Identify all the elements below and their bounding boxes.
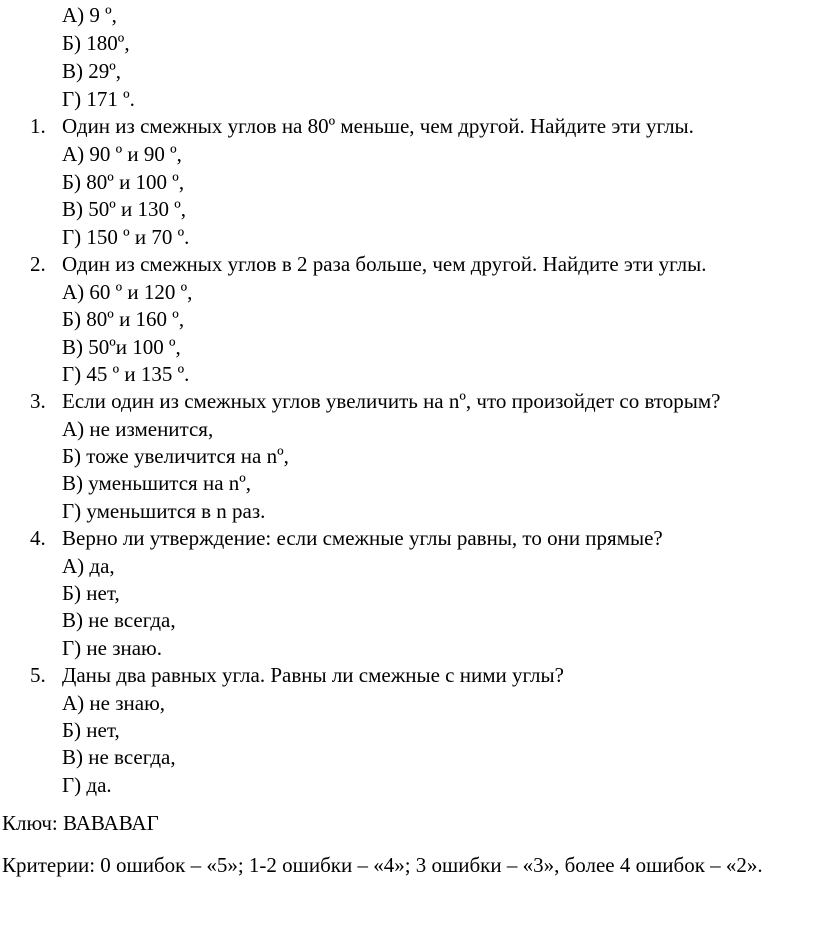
question-3-option-b: Б) тоже увеличится на nº, [62,444,289,468]
question-1-option-a: А) 90 º и 90 º, [62,142,182,166]
question-number: 5. [30,663,46,687]
pre-option-c: В) 29º, [62,59,122,83]
question-3-option-c: В) уменьшится на nº, [62,471,252,495]
question-5-option-d: Г) да. [62,773,112,797]
question-2-option-c: В) 50ºи 100 º, [62,335,181,359]
question-4-option-b: Б) нет, [62,581,120,605]
question-5 [0,662,816,688]
question-2 [0,251,816,277]
question-3 [0,388,816,414]
question-4-option-a: А) да, [62,554,115,578]
question-5-option-a: А) не знаю, [62,691,166,715]
question-number: 2. [30,252,46,276]
question-text: Если один из смежных углов увеличить на nº, что произойдет со вторым? [62,389,721,413]
pre-option-d: Г) 171 º. [62,87,135,111]
question-3-option-d: Г) уменьшится в n раз. [62,499,266,523]
grading-criteria: Критерии: 0 ошибок – «5»; 1-2 ошибки – «4»; 3 ошибки – «3», более 4 ошибок – «2». [2,853,763,877]
question-1-option-c: В) 50º и 130 º, [62,197,187,221]
question-2-option-d: Г) 45 º и 135 º. [62,362,190,386]
question-text: Даны два равных угла. Равны ли смежные с ними углы? [62,663,564,687]
answer-key: Ключ: ВАВАВАГ [2,811,159,835]
question-text: Верно ли утверждение: если смежные углы равны, то они прямые? [62,526,663,550]
question-4 [0,525,816,551]
question-number: 3. [30,389,46,413]
pre-option-a: А) 9 º, [62,3,117,27]
question-2-option-b: Б) 80º и 160 º, [62,307,185,331]
question-text: Один из смежных углов в 2 раза больше, чем другой. Найдите эти углы. [62,252,707,276]
question-number: 4. [30,526,46,550]
question-1-option-b: Б) 80º и 100 º, [62,170,185,194]
question-text: Один из смежных углов на 80º меньше, чем другой. Найдите эти углы. [62,114,694,138]
question-4-option-c: В) не всегда, [62,608,176,632]
question-1-option-d: Г) 150 º и 70 º. [62,225,190,249]
question-2-option-a: А) 60 º и 120 º, [62,280,193,304]
question-5-option-b: Б) нет, [62,718,120,742]
question-3-option-a: А) не изменится, [62,417,214,441]
pre-option-b: Б) 180º, [62,31,130,55]
question-5-option-c: В) не всегда, [62,745,176,769]
question-1 [0,113,816,139]
question-number: 1. [30,114,46,138]
question-4-option-d: Г) не знаю. [62,636,162,660]
